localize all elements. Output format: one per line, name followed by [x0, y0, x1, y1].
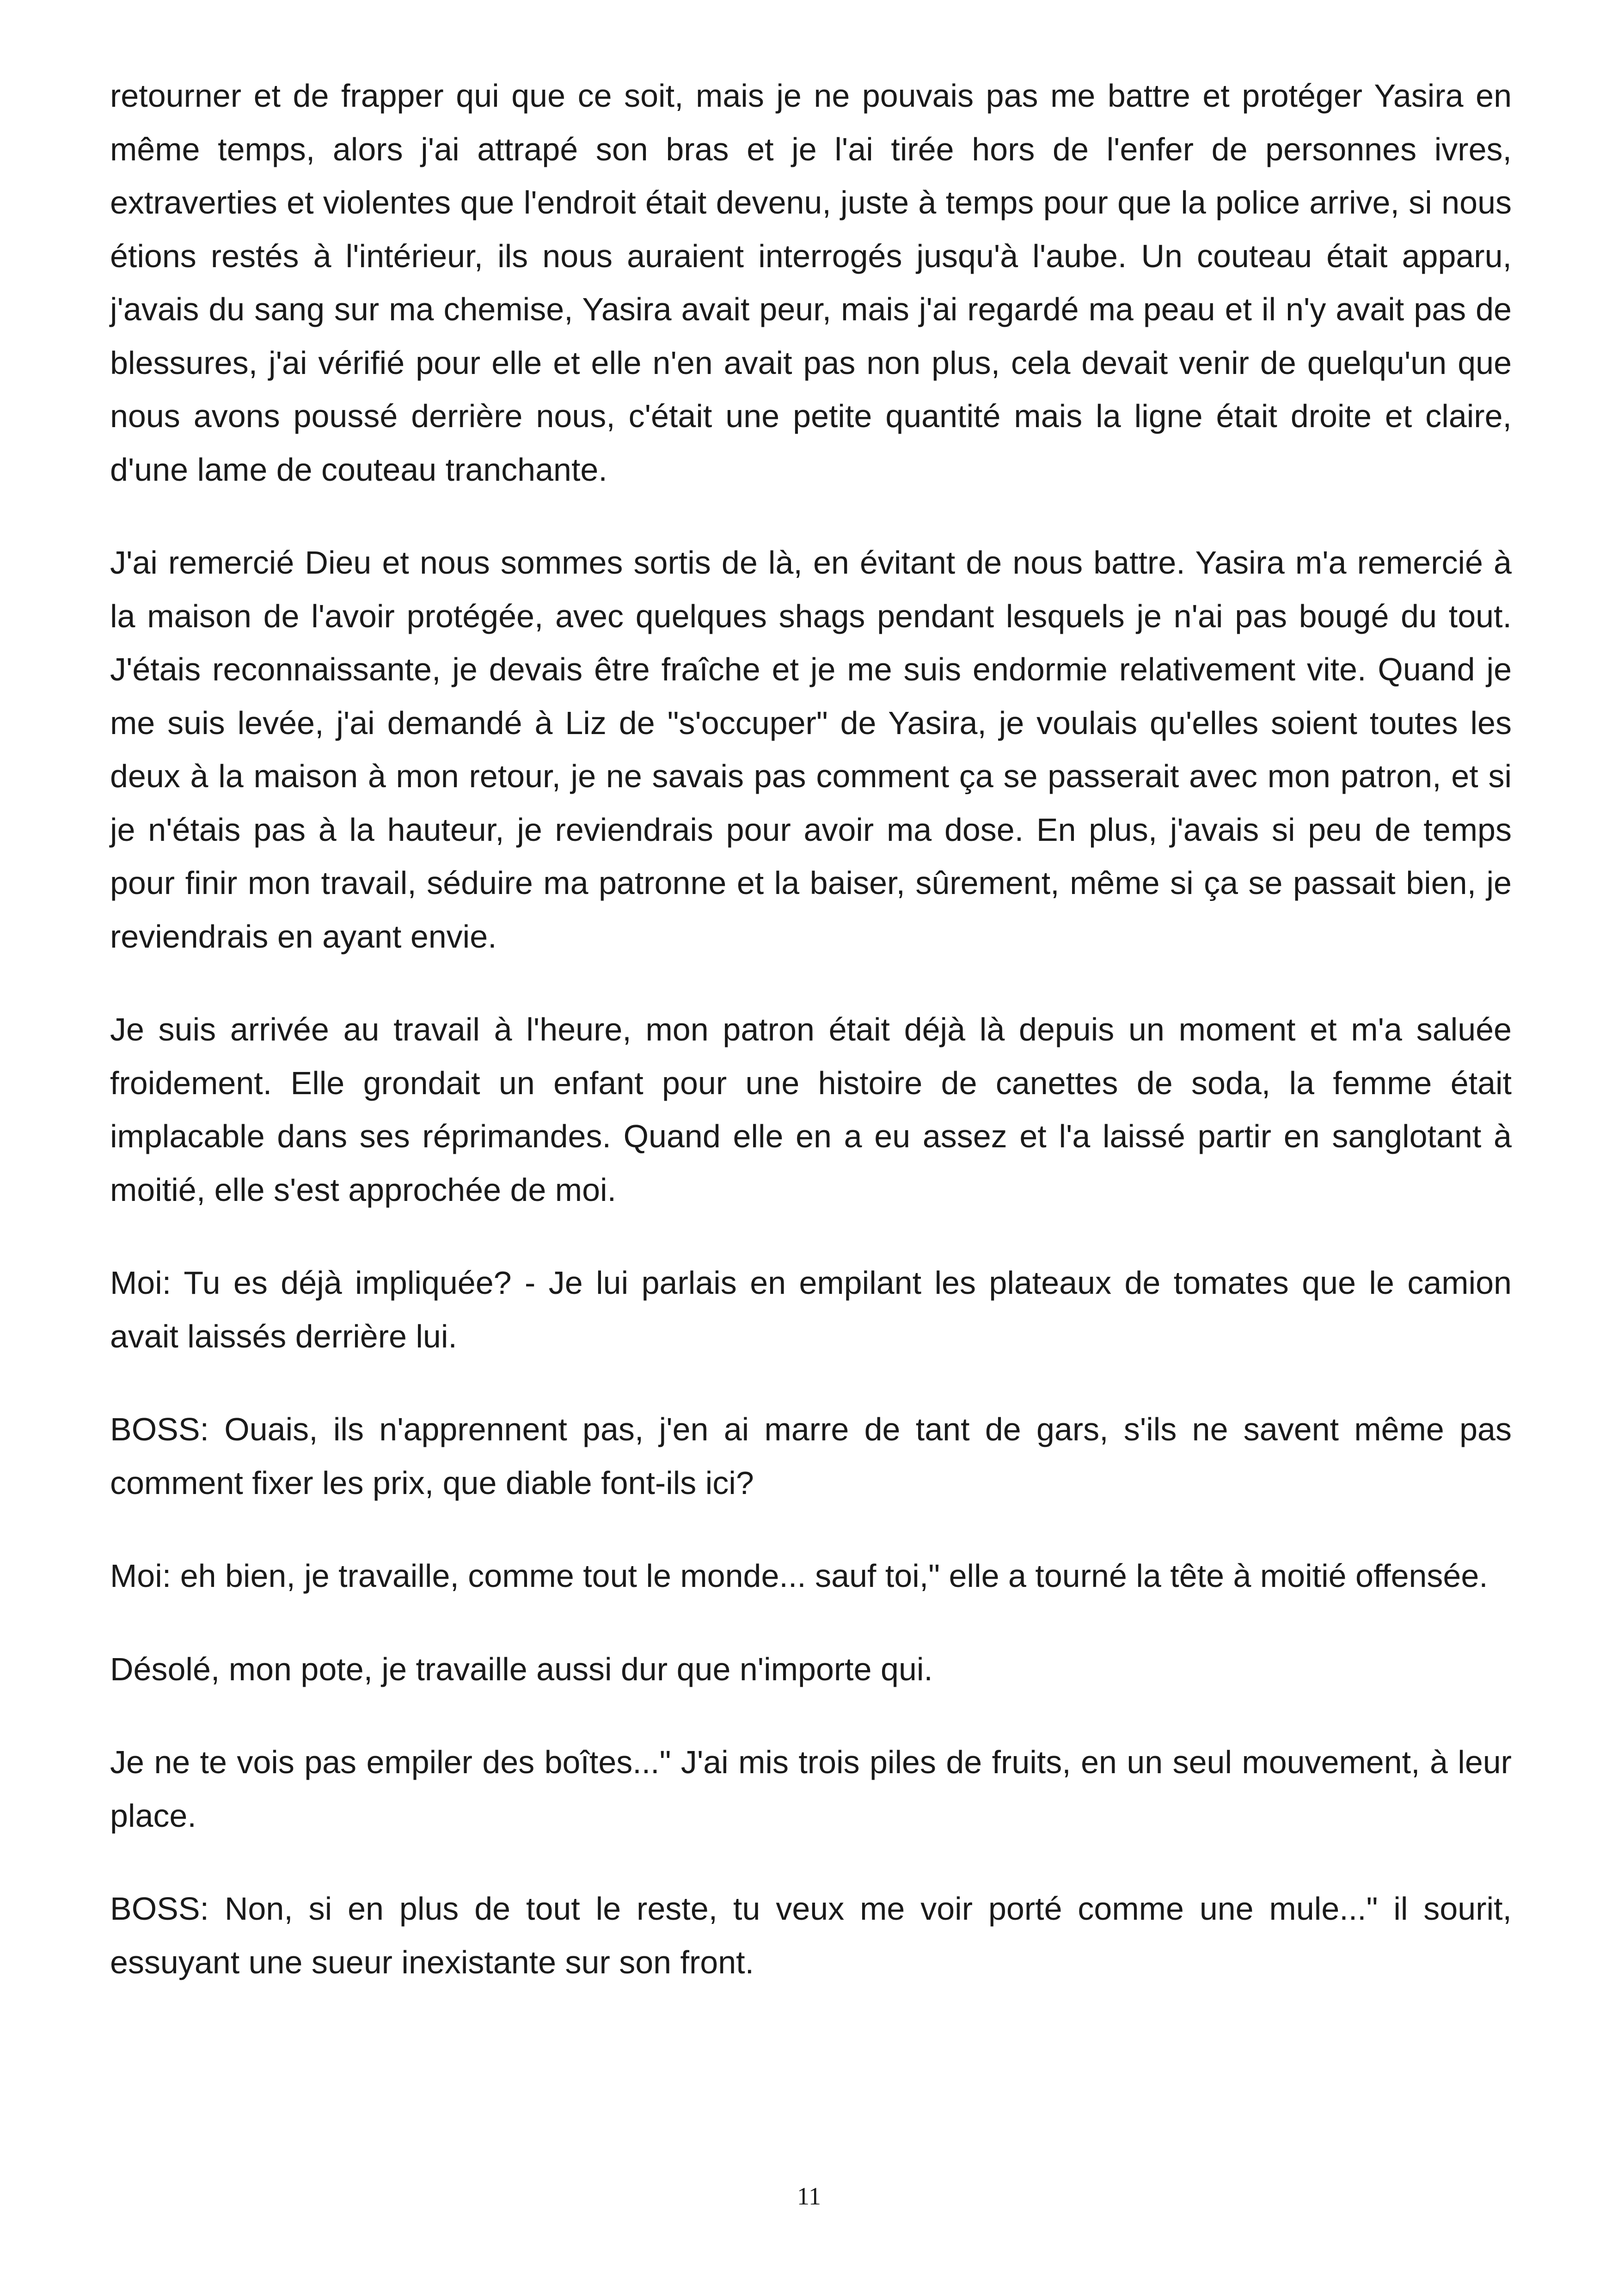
paragraph: Moi: Tu es déjà impliquée? - Je lui parlais en empilant les plateaux de tomates que le camion avait laissés derrière lui.	[110, 1265, 1512, 1354]
paragraph: BOSS: Non, si en plus de tout le reste, tu veux me voir porté comme une mule..." il sourit, essuyant une sueur inexistante sur son front.	[110, 1891, 1512, 1980]
paragraph: J'ai remercié Dieu et nous sommes sortis de là, en évitant de nous battre. Yasira m'a remercié à la maison de l'avoir protégée, avec quelques shags pendant lesquels je n'ai pas bougé du tout. J'étais reconnaissante, je devais être fraîche et je me suis endormie relativement vite. Quand je me suis levée, j'ai demandé à Liz de "s'occuper" de Yasira, je voulais qu'elles soient toutes les deux à la maison à mon retour, je ne savais pas comment ça se passerait avec mon patron, et si je n'étais pas à la hauteur, je reviendrais pour avoir ma dose. En plus, j'avais si peu de temps pour finir mon travail, séduire ma patronne et la baiser, sûrement, même si ça se passait bien, je reviendrais en ayant envie.	[110, 545, 1512, 955]
paragraph: Je ne te vois pas empiler des boîtes..." J'ai mis trois piles de fruits, en un seul mouvement, à leur place.	[110, 1744, 1512, 1834]
paragraph: Je suis arrivée au travail à l'heure, mon patron était déjà là depuis un moment et m'a saluée froidement. Elle grondait un enfant pour une histoire de canettes de soda, la femme était implacable dans ses réprimandes. Quand elle en a eu assez et l'a laissé partir en sanglotant à moitié, elle s'est approchée de moi.	[110, 1011, 1512, 1208]
paragraph: Moi: eh bien, je travaille, comme tout le monde... sauf toi," elle a tourné la tête à moitié offensée.	[110, 1558, 1488, 1594]
paragraph: BOSS: Ouais, ils n'apprennent pas, j'en ai marre de tant de gars, s'ils ne savent même pas comment fixer les prix, que diable font-ils ici?	[110, 1411, 1512, 1501]
page-number: 11	[797, 2182, 821, 2210]
document-body	[110, 69, 1512, 2029]
paragraph: Désolé, mon pote, je travaille aussi dur que n'importe qui.	[110, 1651, 933, 1687]
paragraph: retourner et de frapper qui que ce soit, mais je ne pouvais pas me battre et protéger Yasira en même temps, alors j'ai attrapé son bras et je l'ai tirée hors de l'enfer de personnes ivres, extraverties et violentes que l'endroit était devenu, juste à temps pour que la police arrive, si nous étions restés à l'intérieur, ils nous auraient interrogés jusqu'à l'aube. Un couteau était apparu, j'avais du sang sur ma chemise, Yasira avait peur, mais j'ai regardé ma peau et il n'y avait pas de blessures, j'ai vérifié pour elle et elle n'en avait pas non plus, cela devait venir de quelqu'un que nous avons poussé derrière nous, c'était une petite quantité mais la ligne était droite et claire, d'une lame de couteau tranchante.	[110, 78, 1512, 488]
